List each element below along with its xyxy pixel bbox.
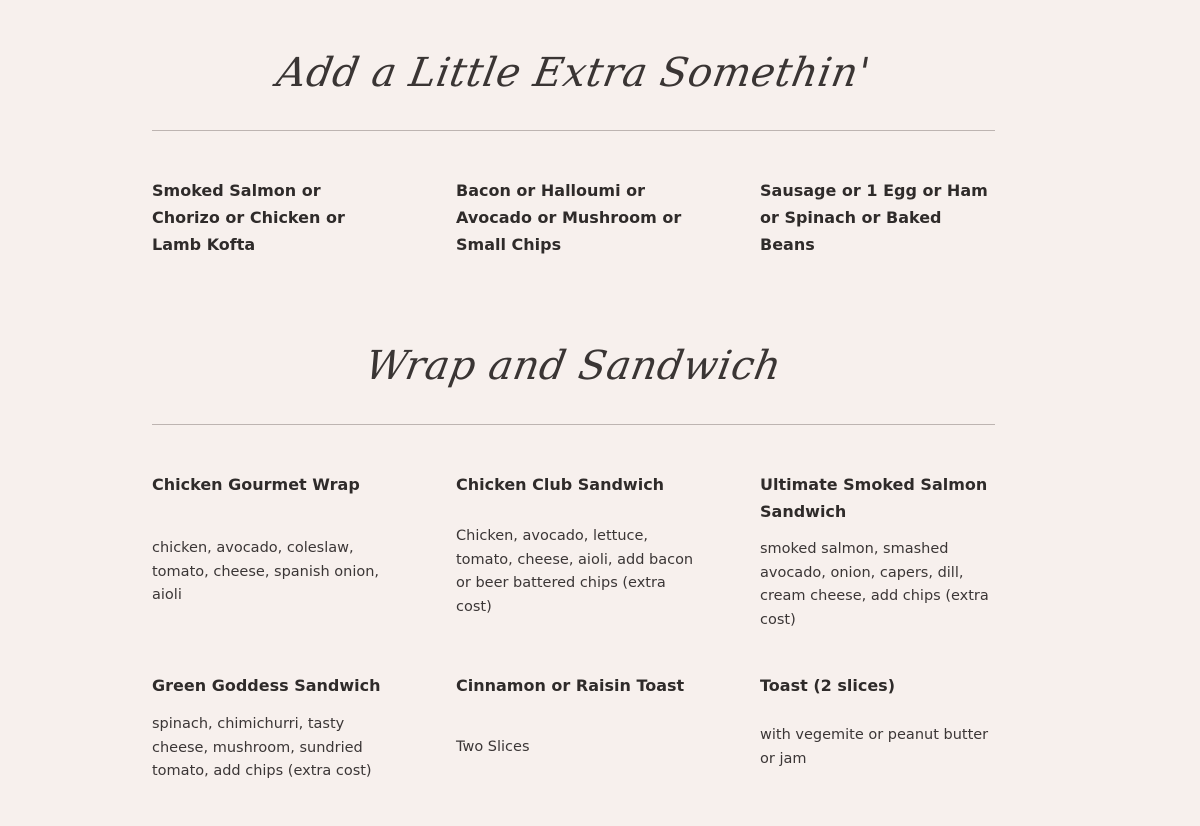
menu-item-name: Chicken Club Sandwich [456, 475, 665, 494]
extras-section-title: Add a Little Extra Somethin' [273, 50, 874, 96]
wraps-section-title: Wrap and Sandwich [362, 343, 785, 389]
extras-item: Smoked Salmon or Chorizo or Chicken or Lamb Kofta [152, 181, 345, 254]
menu-item-name: Chicken Gourmet Wrap [152, 475, 360, 494]
menu-item-description: spinach, chimichurri, tasty cheese, mushroom, sundried tomato, add chips (extra cost) [152, 716, 372, 779]
menu-item-description: with vegemite or peanut butter or jam [760, 727, 989, 767]
menu-item-description: chicken, avocado, coleslaw, tomato, cheese, spanish onion, aioli [152, 540, 380, 603]
extras-item: Sausage or 1 Egg or Ham or Spinach or Baked Beans [760, 181, 988, 254]
menu-item-description: smoked salmon, smashed avocado, onion, capers, dill, cream cheese, add chips (extra cost) [760, 541, 989, 628]
menu-item-description: Chicken, avocado, lettuce, tomato, cheese, aioli, add bacon or beer battered chips (extra cost) [456, 528, 694, 615]
extras-item: Bacon or Halloumi or Avocado or Mushroom or Small Chips [456, 181, 682, 254]
wraps-divider [152, 424, 995, 425]
menu-item-name: Ultimate Smoked Salmon Sandwich [760, 475, 988, 521]
menu-item-name: Cinnamon or Raisin Toast [456, 676, 685, 695]
menu-item-name: Toast (2 slices) [760, 676, 895, 695]
extras-divider [152, 130, 995, 131]
menu-item-description: Two Slices [456, 739, 530, 755]
menu-item-name: Green Goddess Sandwich [152, 676, 381, 695]
